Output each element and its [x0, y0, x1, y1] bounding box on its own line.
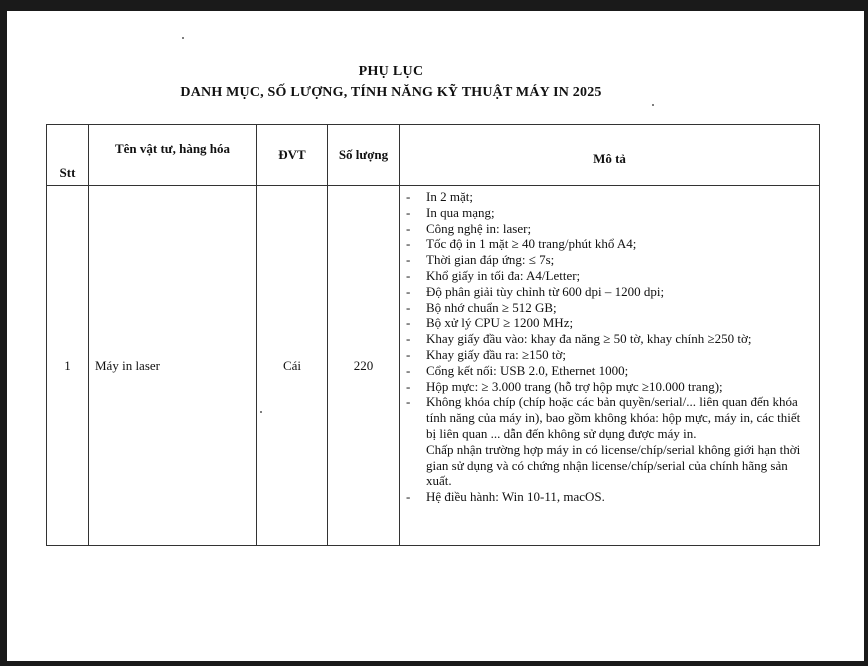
- list-item: - In 2 mặt;: [406, 189, 473, 204]
- table-header-row: [47, 125, 820, 186]
- bullet-dash: -: [406, 204, 411, 220]
- cell-item-name: Máy in laser: [89, 186, 257, 546]
- header-unit: ĐVT: [257, 125, 328, 186]
- table-row: [47, 186, 820, 546]
- scan-speck: [182, 37, 184, 39]
- scan-speck: [652, 104, 654, 106]
- bullet-dash: -: [406, 362, 411, 378]
- cell-quantity: 220: [328, 186, 400, 546]
- cell-unit: Cái: [257, 186, 328, 546]
- header-description: Mô tả: [400, 125, 820, 186]
- list-item: - Hệ điều hành: Win 10-11, macOS.: [406, 489, 605, 505]
- header-quantity: Số lượng: [328, 125, 400, 186]
- bullet-dash: -: [406, 283, 411, 299]
- bullet-dash: -: [406, 220, 411, 236]
- bullet-dash: -: [406, 236, 411, 252]
- cell-description: [400, 186, 820, 546]
- list-item: - Khay giấy đầu vào: khay đa năng ≥ 50 tờ, khay chính ≥250 tờ;: [406, 331, 752, 347]
- list-item: - Cổng kết nối: USB 2.0, Ethernet 1000;: [406, 362, 629, 378]
- list-item: - Công nghệ in: laser;: [406, 220, 532, 236]
- bullet-dash: -: [406, 331, 411, 347]
- viewer-frame-right: [864, 0, 868, 666]
- bullet-dash: -: [406, 394, 411, 410]
- viewer-frame-top: [0, 0, 868, 11]
- list-item: - Khổ giấy in tối đa: A4/Letter;: [406, 267, 581, 283]
- list-item: - In qua mạng;: [406, 204, 495, 220]
- list-item: - Khay giấy đầu ra: ≥150 tờ;: [406, 346, 567, 362]
- document-title: DANH MỤC, SỐ LƯỢNG, TÍNH NĂNG KỸ THUẬT MÁY IN 2025: [180, 85, 602, 100]
- list-item: - Độ phân giải tùy chỉnh từ 600 dpi – 1200 dpi;: [406, 283, 665, 299]
- list-item: - Tốc độ in 1 mặt ≥ 40 trang/phút khổ A4;: [406, 236, 637, 252]
- appendix-title: PHỤ LỤC: [358, 64, 424, 79]
- spec-table: [46, 124, 820, 546]
- description-list: [406, 189, 811, 505]
- bullet-dash: -: [406, 378, 411, 394]
- header-stt: Stt: [47, 125, 89, 186]
- cell-stt: 1: [47, 186, 89, 546]
- list-item-continuation: Chấp nhận trường hợp máy in có license/chíp/serial không giới hạn thời gian sử dụng và có chứng nhận license/chíp/serial của chính hãng sản xuất.: [426, 441, 801, 489]
- bullet-dash: -: [406, 489, 411, 505]
- viewer-frame-bottom: [0, 661, 868, 666]
- list-item: - Thời gian đáp ứng: ≤ 7s;: [406, 252, 555, 268]
- bullet-dash: -: [406, 189, 411, 204]
- bullet-dash: -: [406, 315, 411, 331]
- bullet-dash: -: [406, 252, 411, 268]
- bullet-dash: -: [406, 346, 411, 362]
- list-item: - Bộ nhớ chuẩn ≥ 512 GB;: [406, 299, 557, 315]
- bullet-dash: -: [406, 267, 411, 283]
- header-item-name: Tên vật tư, hàng hóa: [89, 125, 257, 186]
- list-item: - Không khóa chíp (chíp hoặc các bản quyền/serial/... liên quan đến khóa tính năng của máy in), bao gồm không khóa: hộp mực, máy in, các thiết bị liên quan ... dẫn đến không sử dụng được máy in.: [406, 394, 801, 441]
- list-item: - Bộ xử lý CPU ≥ 1200 MHz;: [406, 315, 574, 331]
- bullet-dash: -: [406, 299, 411, 315]
- list-item: - Hộp mực: ≥ 3.000 trang (hỗ trợ hộp mực ≥10.000 trang);: [406, 378, 723, 394]
